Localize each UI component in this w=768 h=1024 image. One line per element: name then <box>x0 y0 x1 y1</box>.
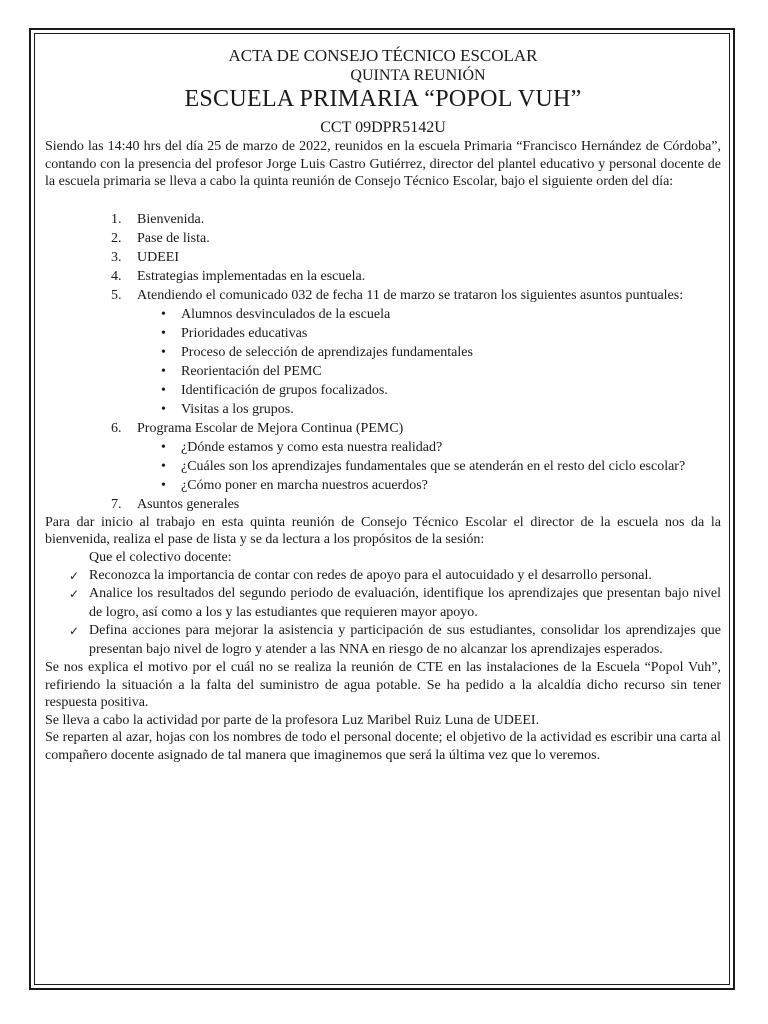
bullet-icon: • <box>161 439 166 455</box>
bullet-icon: • <box>161 382 166 398</box>
meeting-number: QUINTA REUNIÓN <box>350 67 486 84</box>
document-body <box>45 46 721 764</box>
agenda-item <box>45 248 721 267</box>
school-name: ESCUELA PRIMARIA “POPOL VUH” <box>184 86 582 112</box>
purposes-list <box>45 567 721 660</box>
bullet-icon: • <box>161 477 166 493</box>
agenda-sublist <box>137 305 721 419</box>
bullet-icon: • <box>161 458 166 474</box>
agenda-number: 5. <box>111 287 122 303</box>
checkmark-icon: ✓ <box>69 587 80 601</box>
document-title: ACTA DE CONSEJO TÉCNICO ESCOLAR <box>228 46 538 65</box>
agenda-text: Bienvenida. <box>137 211 205 227</box>
agenda-item <box>45 229 721 248</box>
agenda-item <box>45 419 721 495</box>
checkmark-icon: ✓ <box>69 568 80 583</box>
agenda-list <box>45 210 721 514</box>
agenda-number: 1. <box>111 211 122 227</box>
activity-line-2: Se reparten al azar, hojas con los nombres de todo el personal docente; el objetivo de la actividad es escribir una carta al compañero docente asignado de tal manera que imaginemos que será la última vez que lo veremos. <box>45 730 721 763</box>
agenda-text: Pase de lista. <box>137 230 210 246</box>
sub-item: • Alumnos desvinculados de la escuela <box>161 306 391 322</box>
sub-item: • ¿Cómo poner en marcha nuestros acuerdos? <box>161 477 428 493</box>
agenda-text: Asuntos generales <box>137 496 240 512</box>
venue-note-paragraph: Se nos explica el motivo por el cuál no se realiza la reunión de CTE en las instalaciones de la Escuela “Popol Vuh”, refiriendo la situación a la falta del suministro de agua potable. Se ha pedido a la alcaldía dicho recurso sin tener respuesta positiva. <box>45 660 721 710</box>
bullet-icon: • <box>161 325 166 341</box>
activity-line-1: Se lleva a cabo la actividad por parte de la profesora Luz Maribel Ruiz Luna de UDEEI. <box>45 712 540 728</box>
agenda-item <box>45 286 721 419</box>
agenda-sublist <box>137 438 721 495</box>
agenda-number: 7. <box>111 496 122 512</box>
agenda-number: 6. <box>111 420 122 436</box>
bullet-icon: • <box>161 344 166 360</box>
agenda-item <box>45 210 721 229</box>
purpose-item: ✓ Analice los resultados del segundo periodo de evaluación, identifique los aprendizajes que presentan bajo nivel de logro, así como a los y las estudiantes que requieren mayor apoyo. <box>69 586 721 620</box>
purpose-item: ✓ Defina acciones para mejorar la asistencia y participación de sus estudiantes, consolidar los aprendizajes que presentan bajo nivel de logro y atender a las NNA en riesgo de no alcanzar los aprendizajes esperados. <box>69 623 721 657</box>
agenda-number: 2. <box>111 230 122 246</box>
bullet-icon: • <box>161 363 166 379</box>
agenda-text: UDEEI <box>137 249 179 265</box>
session-intro-paragraph: Para dar inicio al trabajo en esta quinta reunión de Consejo Técnico Escolar el director de la escuela nos da la bienvenida, realiza el pase de lista y se da lectura a los propósitos de la sesión: <box>45 514 721 547</box>
sub-item: • Prioridades educativas <box>161 325 308 341</box>
collective-label: Que el colectivo docente: <box>89 549 232 565</box>
sub-item: • Proceso de selección de aprendizajes fundamentales <box>161 344 473 360</box>
school-cct: CCT 09DPR5142U <box>320 119 446 136</box>
agenda-text: Programa Escolar de Mejora Continua (PEMC) <box>137 420 404 436</box>
agenda-text: Atendiendo el comunicado 032 de fecha 11 de marzo se trataron los siguientes asuntos puntuales: <box>137 287 684 303</box>
sub-item: • Visitas a los grupos. <box>161 401 294 417</box>
agenda-number: 3. <box>111 249 122 265</box>
agenda-text: Estrategias implementadas en la escuela. <box>137 268 366 284</box>
sub-item: • Identificación de grupos focalizados. <box>161 382 388 398</box>
bullet-icon: • <box>161 306 166 322</box>
bullet-icon: • <box>161 401 166 417</box>
sub-item: • ¿Cuáles son los aprendizajes fundamentales que se atenderán en el resto del ciclo escolar? <box>161 458 686 474</box>
sub-item: • Reorientación del PEMC <box>161 363 322 379</box>
agenda-item <box>45 267 721 286</box>
intro-paragraph: Siendo las 14:40 hrs del día 25 de marzo de 2022, reunidos en la escuela Primaria “Francisco Hernández de Córdoba”, contando con la presencia del profesor Jorge Luis Castro Gutiérrez, director del plantel educativo y personal docente de la escuela primaria se lleva a cabo la quinta reunión de Consejo Técnico Escolar, bajo el siguiente orden del día: <box>45 139 721 189</box>
agenda-number: 4. <box>111 268 122 284</box>
purpose-item: ✓ Reconozca la importancia de contar con redes de apoyo para el autocuidado y el desarrollo personal. <box>45 567 721 586</box>
checkmark-icon: ✓ <box>69 624 80 638</box>
agenda-item <box>45 495 721 514</box>
sub-item: • ¿Dónde estamos y como esta nuestra realidad? <box>161 439 443 455</box>
